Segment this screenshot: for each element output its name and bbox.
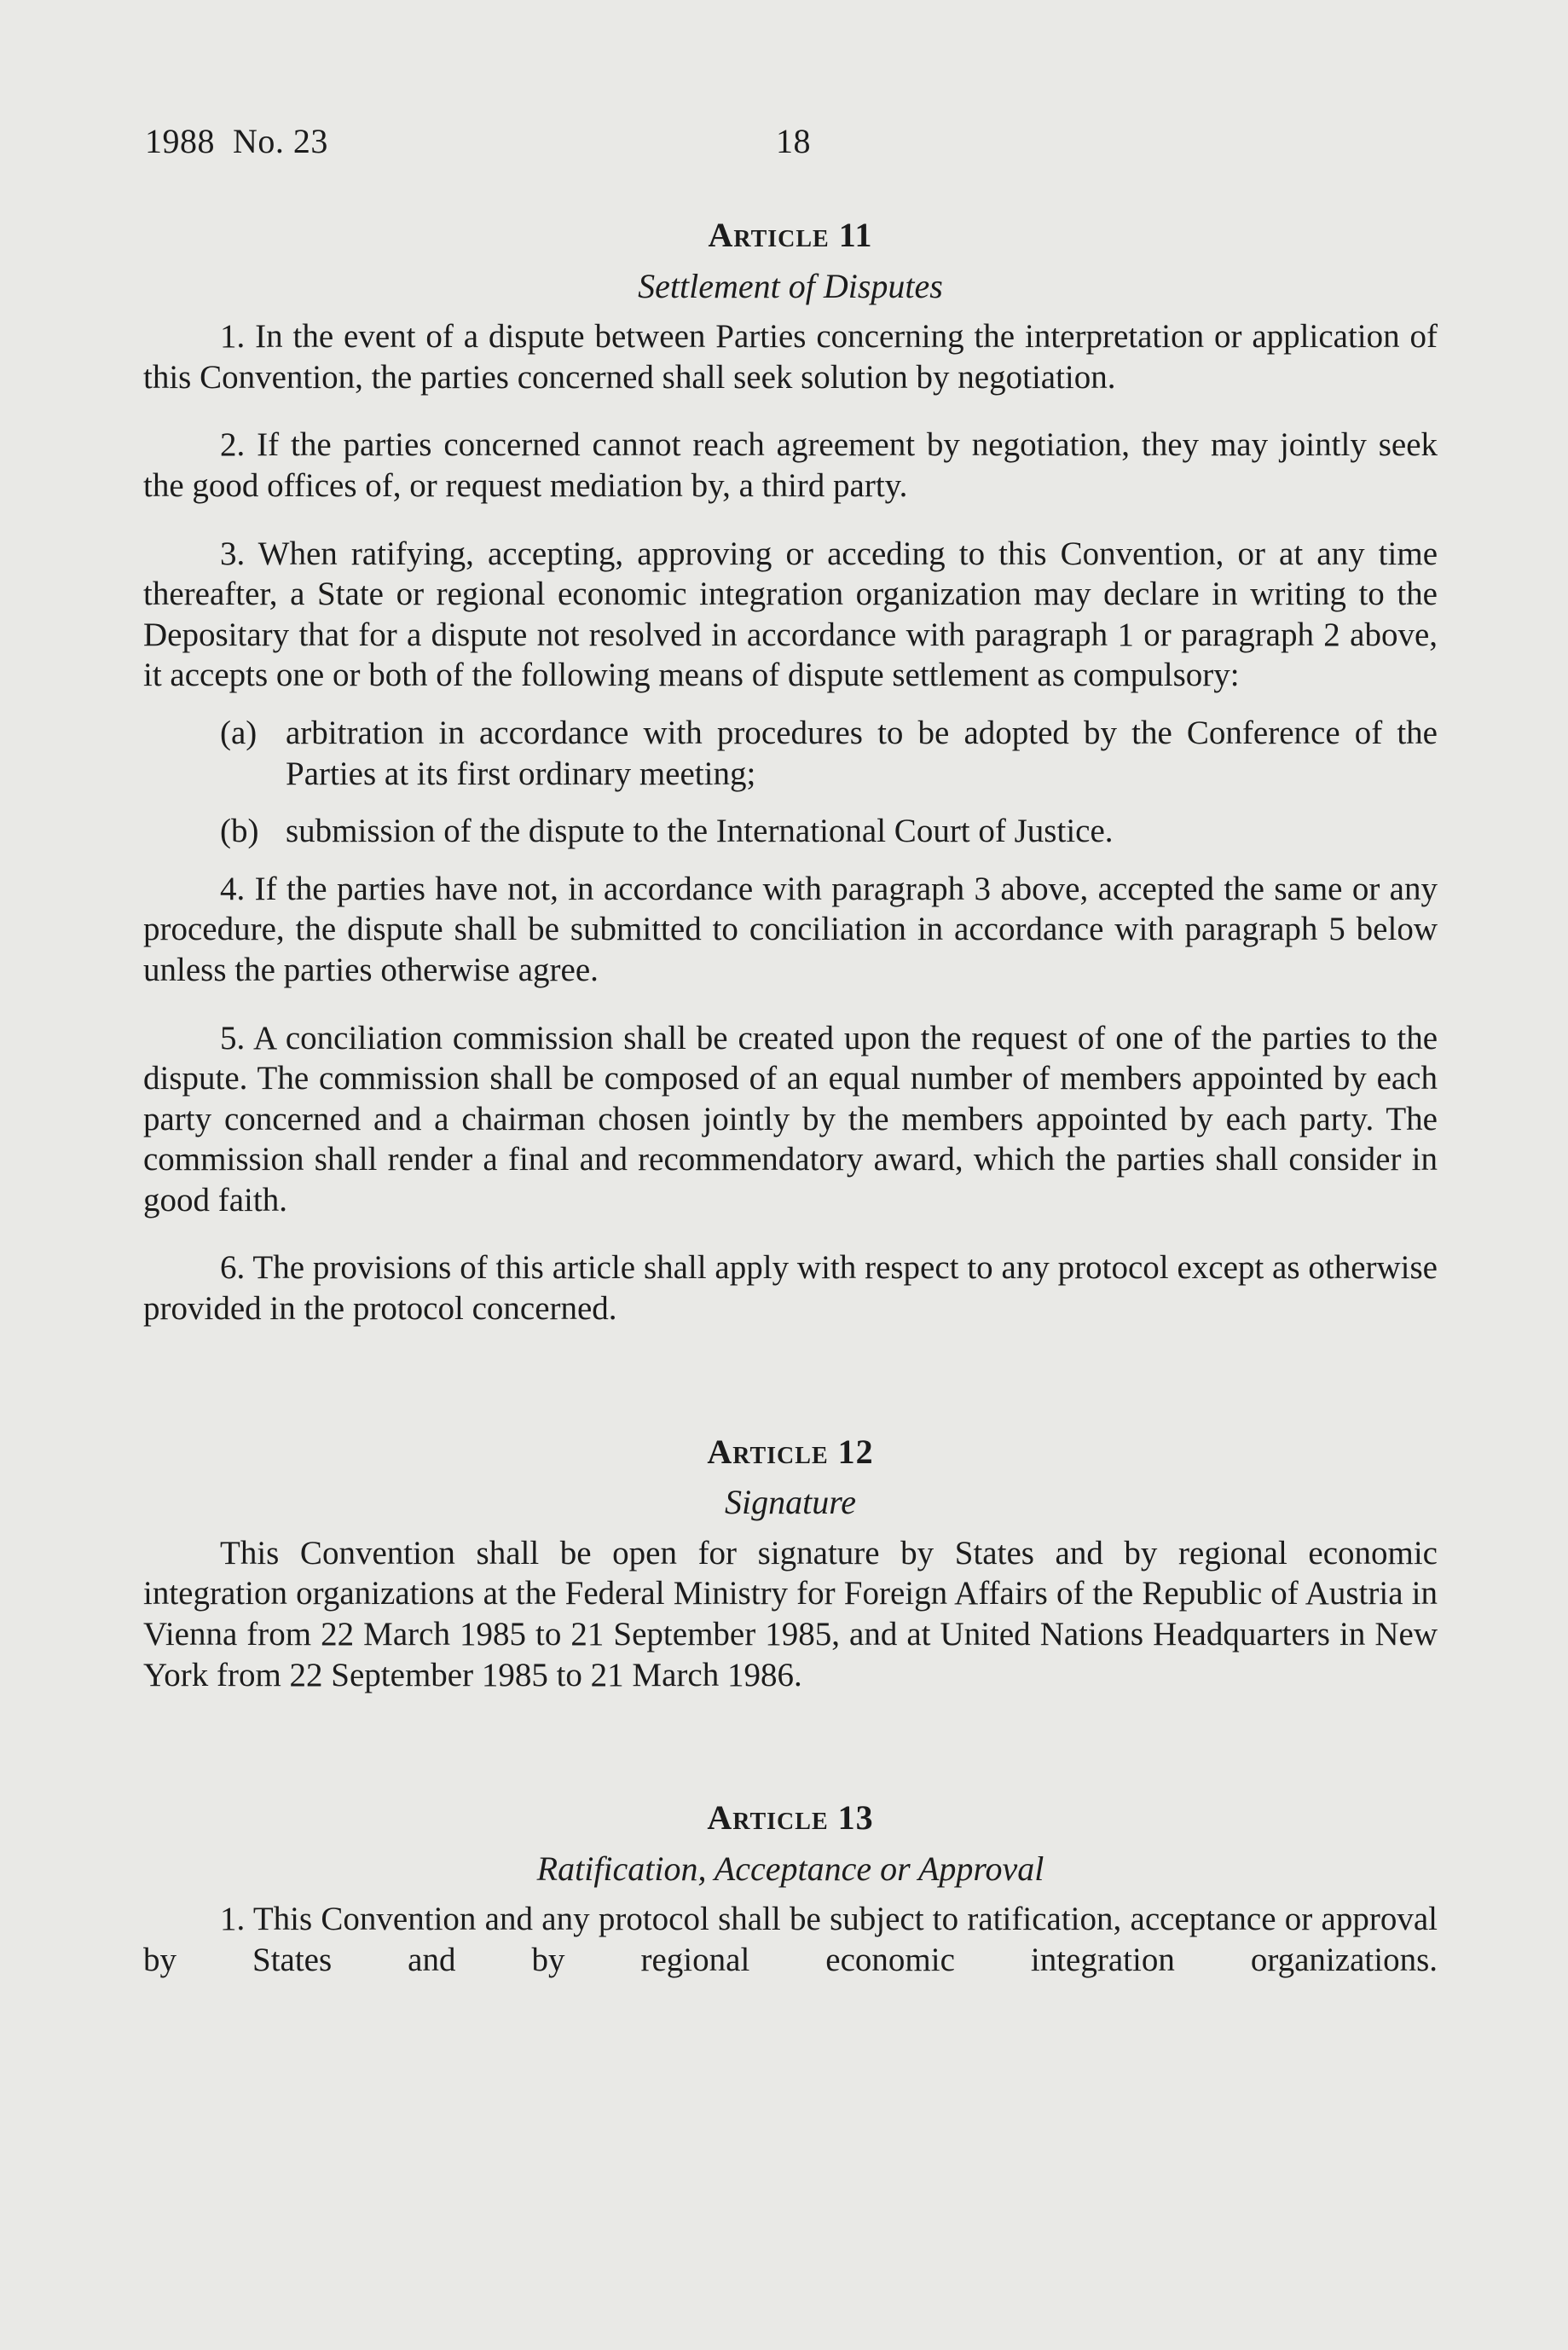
item-label: (a) <box>220 714 257 751</box>
item-text: submission of the dispute to the International Court of Justice. <box>286 813 1114 850</box>
paragraph: 5. A conciliation commission shall be created upon the request of one of the parties to the dispute. The commission shall be composed of an equal number of members appointed by each party concerned and a chairman chosen jointly by the members appointed by each party. The commission shall render a final and recommendatory award, which the parties shall consider in good faith. <box>143 1019 1438 1218</box>
article-12 <box>143 1432 1438 1696</box>
article-13 <box>143 1797 1438 1980</box>
article-subtitle: Signature <box>724 1483 857 1522</box>
paragraph: 2. If the parties concerned cannot reach agreement by negotiation, they may jointly seek the good offices of, or request mediation by, a third party. <box>143 426 1438 504</box>
list-item <box>143 811 1438 852</box>
page-number: 18 <box>776 122 811 160</box>
paragraph: 3. When ratifying, accepting, approving or acceding to this Convention, or at any time thereafter, a State or regional economic integration organization may declare in writing to the Depositary that for a dispute not resolved in accordance with paragraph 1 or paragraph 2 above, it accepts one or both of the following means of dispute settlement as compulsory: <box>143 535 1438 694</box>
list-item <box>143 713 1438 794</box>
document-reference: 1988 No. 23 <box>145 122 328 160</box>
paragraph: 4. If the parties have not, in accordance with paragraph 3 above, accepted the same or any procedure, the dispute shall be submitted to conciliation in accordance with paragraph 5 below unless the parties otherwise agree. <box>143 870 1438 988</box>
item-label: (b) <box>220 813 259 850</box>
item-text: arbitration in accordance with procedures to be adopted by the Conference of the Parties at its first ordinary meeting; <box>286 714 1438 792</box>
page-header <box>145 121 811 161</box>
document-body <box>143 215 1438 1981</box>
paragraph: 6. The provisions of this article shall apply with respect to any protocol except as otherwise provided in the protocol concerned. <box>143 1249 1438 1328</box>
paragraph: 1. This Convention and any protocol shall be subject to ratification, acceptance or approval by States and by regional economic integration organizations. <box>143 1901 1438 1978</box>
paragraph: 1. In the event of a dispute between Parties concerning the interpretation or application of this Convention, the parties concerned shall seek solution by negotiation. <box>143 318 1438 396</box>
article-title: Article 13 <box>707 1798 874 1838</box>
article-11 <box>143 215 1438 1329</box>
paragraph: This Convention shall be open for signature by States and by regional economic integration organizations at the Federal Ministry for Foreign Affairs of the Republic of Austria in Vienna from 22 March 1985 to 21 September 1985, and at United Nations Headquarters in New York from 22 September 1985 to 21 March 1986. <box>143 1534 1438 1693</box>
article-subtitle: Settlement of Disputes <box>638 266 943 305</box>
article-title: Article 11 <box>708 216 873 254</box>
article-title: Article 12 <box>707 1432 874 1471</box>
article-subtitle: Ratification, Acceptance or Approval <box>536 1849 1044 1888</box>
